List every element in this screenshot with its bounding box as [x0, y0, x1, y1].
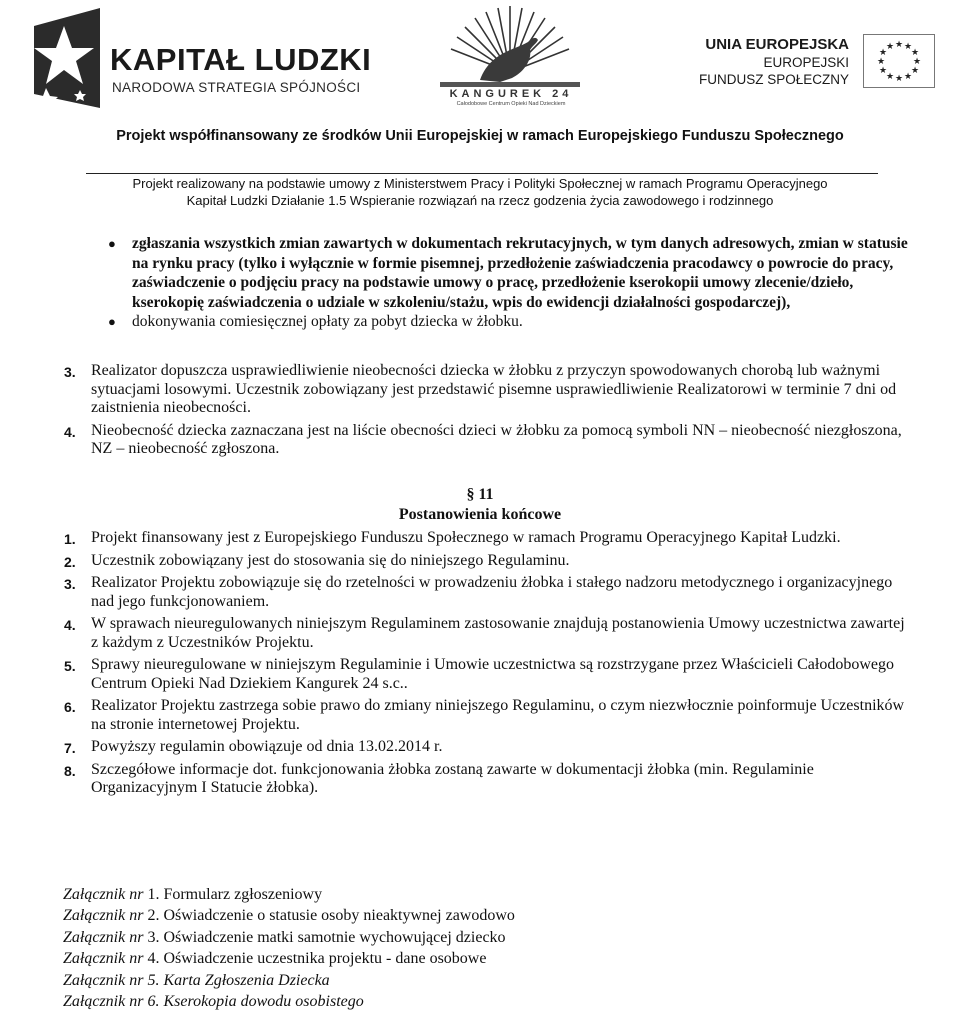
list-item [64, 529, 909, 548]
item-number: 7. [64, 740, 76, 756]
item-text: Sprawy nieuregulowane w niniejszym Regulaminie i Umowie uczestnictwa są rozstrzygane przez Właścicieli Całodobowego Centrum Opieki Nad Dziekiem Kangurek 24 s.c.. [91, 656, 894, 692]
svg-text:★: ★ [885, 72, 895, 82]
attachments-list [63, 884, 515, 1012]
item-number: 6. [64, 699, 76, 715]
list-item [64, 362, 904, 418]
attachment-label: Załącznik nr [63, 950, 144, 968]
attachment-item [63, 905, 515, 926]
attachment-label: Załącznik nr 5. Karta Zgłoszenia Dziecka [63, 971, 330, 989]
attachment-text: 1. Formularz zgłoszeniowy [143, 886, 323, 903]
eu-title: UNIA EUROPEJSKA [705, 36, 849, 53]
list-item [64, 656, 909, 693]
page-header [0, 0, 960, 115]
attachment-item [63, 927, 515, 948]
project-info-line1: Projekt realizowany na podstawie umowy z Ministerstwem Pracy i Polityki Społecznej w ramach Programu Operacyjnego [132, 176, 828, 191]
bullet-icon: ● [108, 236, 116, 251]
item-number: 3. [64, 576, 76, 592]
obligations-bullet-list [108, 234, 908, 332]
attachment-text: 4. Oświadczenie uczestnika projektu - dane osobowe [143, 950, 487, 968]
svg-text:★: ★ [894, 74, 904, 84]
item-text: Realizator Projektu zastrzega sobie prawo do zmiany niniejszego Regulaminu, o czym niezwłocznie poinformuje Uczestników na stronie internetowej Projektu. [91, 697, 905, 733]
list-item [64, 574, 909, 611]
list-item-text: dokonywania comiesięcznej opłaty za pobyt dziecka w żłobku. [132, 313, 523, 331]
project-info-line2: Kapitał Ludzki Działanie 1.5 Wspieranie rozwiązań na rzecz godzenia życia zawodowego i rodzinnego [186, 193, 774, 208]
svg-text:★: ★ [910, 66, 920, 76]
item-text: Realizator Projektu zobowiązuje się do rzetelności w prowadzeniu żłobka i stałego nadzoru metodycznego i organizacyjnego nad jego funkcjonowaniem. [91, 574, 893, 610]
attachment-item [63, 948, 515, 969]
list-item [64, 738, 909, 757]
list-item [108, 312, 908, 332]
eu-flag-icon [863, 34, 935, 88]
svg-text:★: ★ [876, 57, 886, 67]
attachment-item [63, 884, 515, 905]
attachment-text: 3. Oświadczenie matki samotnie wychowującej dziecko [143, 928, 506, 946]
item-number: 2. [64, 553, 76, 570]
kangaroo-sunburst-icon [420, 2, 600, 88]
list-item [64, 422, 904, 459]
header-divider [86, 173, 878, 174]
item-text: Realizator dopuszcza usprawiedliwienie nieobecności dziecka w żłobku z przyczyn spowodowanych chorobą lub ważnymi sytuacjami losowymi. Uczestnik zobowiązany jest przedstawić pisemne usprawiedliwienie Realizatorowi w terminie 7 dni od zaistnienia nieobecności. [91, 362, 897, 416]
section-number: § 11 [466, 486, 494, 503]
svg-text:★: ★ [912, 57, 922, 67]
svg-text:★: ★ [878, 66, 888, 76]
item-number: 4. [64, 617, 76, 633]
kapital-ludzki-logo [30, 8, 372, 112]
attachment-text: 2. Oświadczenie o statusie osoby nieaktywnej zawodowo [143, 907, 515, 925]
svg-text:★: ★ [885, 42, 895, 52]
item-number: 3. [64, 364, 76, 380]
item-text: W sprawach nieuregulowanych niniejszym Regulaminem zastosowanie znajdują postanowienia Umowy uczestnictwa zawartej z każdym z Uczestników Projektu. [91, 615, 905, 651]
item-text: Nieobecność dziecka zaznaczana jest na liście obecności dzieci w żłobku za pomocą symboli NN – nieobecność niezgłoszona, NZ – nieobecność zgłoszona. [91, 421, 902, 457]
list-item-text: zgłaszania wszystkich zmian zawartych w dokumentach rekrutacyjnych, w tym danych adresowych, zmian w statusie na rynku pracy (tylko i wyłącznie w formie pisemnej, przedłożenie zaświadczenia pracodawcy o powrocie do pracy, zaświadczenie o podjęciu pracy na podstawie umowy o pracę, przedłożenie kserokopii umowy zlecenie/dzieło, kserokopię zaświadczenia o udziale w szkoleniu/stażu, wpis do ewidencji działalności gospodarczej), [132, 235, 908, 311]
item-number: 1. [64, 531, 76, 547]
svg-text:★: ★ [903, 72, 913, 82]
item-text: Szczegółowe informacje dot. funkcjonowania żłobka zostaną zawarte w dokumentacji żłobka (min. Regulaminie Organizacyjnym I Statucie żłobka). [91, 760, 814, 796]
kapital-ludzki-subtitle: NARODOWA STRATEGIA SPÓJNOŚCI [112, 80, 361, 95]
svg-text:★: ★ [878, 48, 888, 58]
attachment-item [63, 991, 515, 1012]
kangurek-logo [420, 2, 600, 112]
kapital-ludzki-title: KAPITAŁ LUDZKI [110, 42, 372, 77]
attachment-label: Załącznik nr [63, 928, 144, 946]
attachment-item [63, 970, 515, 991]
list-item [64, 615, 909, 652]
item-text: Uczestnik zobowiązany jest do stosowania się do niniejszego Regulaminu. [91, 551, 570, 569]
bullet-icon: ● [108, 314, 116, 330]
list-item [64, 761, 909, 798]
eu-fund-line1: EUROPEJSKI [763, 55, 849, 70]
item-text: Projekt finansowany jest z Europejskiego Funduszu Społecznego w ramach Programu Operacyjnego Kapitał Ludzki. [91, 529, 841, 546]
section-title: Postanowienia końcowe [398, 506, 562, 523]
item-number: 5. [64, 658, 76, 674]
item-text: Powyższy regulamin obowiązuje od dnia 13.02.2014 r. [91, 738, 443, 755]
project-cofinancing-title: Projekt współfinansowany ze środków Unii Europejskiej w ramach Europejskiego Funduszu Społecznego [116, 128, 844, 144]
kangurek-name: KANGUREK 24 [449, 88, 573, 100]
attachment-label: Załącznik nr [63, 886, 144, 903]
list-item [108, 234, 908, 312]
svg-text:★: ★ [894, 40, 904, 50]
rules-list-continued [64, 362, 904, 463]
attachment-label: Załącznik nr 6. Kserokopia dowodu osobistego [63, 993, 364, 1011]
item-number: 4. [64, 423, 76, 440]
svg-text:★: ★ [910, 48, 920, 58]
final-provisions-list [64, 529, 909, 802]
item-number: 8. [64, 762, 76, 779]
list-item [64, 552, 909, 571]
svg-text:★: ★ [903, 42, 913, 52]
kangurek-subtitle: Całodobowe Centrum Opieki Nad Dzieckiem [456, 101, 566, 107]
eu-logo [700, 34, 935, 94]
attachment-label: Załącznik nr [63, 907, 144, 925]
eu-fund-line2: FUNDUSZ SPOŁECZNY [698, 72, 849, 87]
kapital-ludzki-star-icon [30, 8, 102, 112]
list-item [64, 697, 909, 734]
